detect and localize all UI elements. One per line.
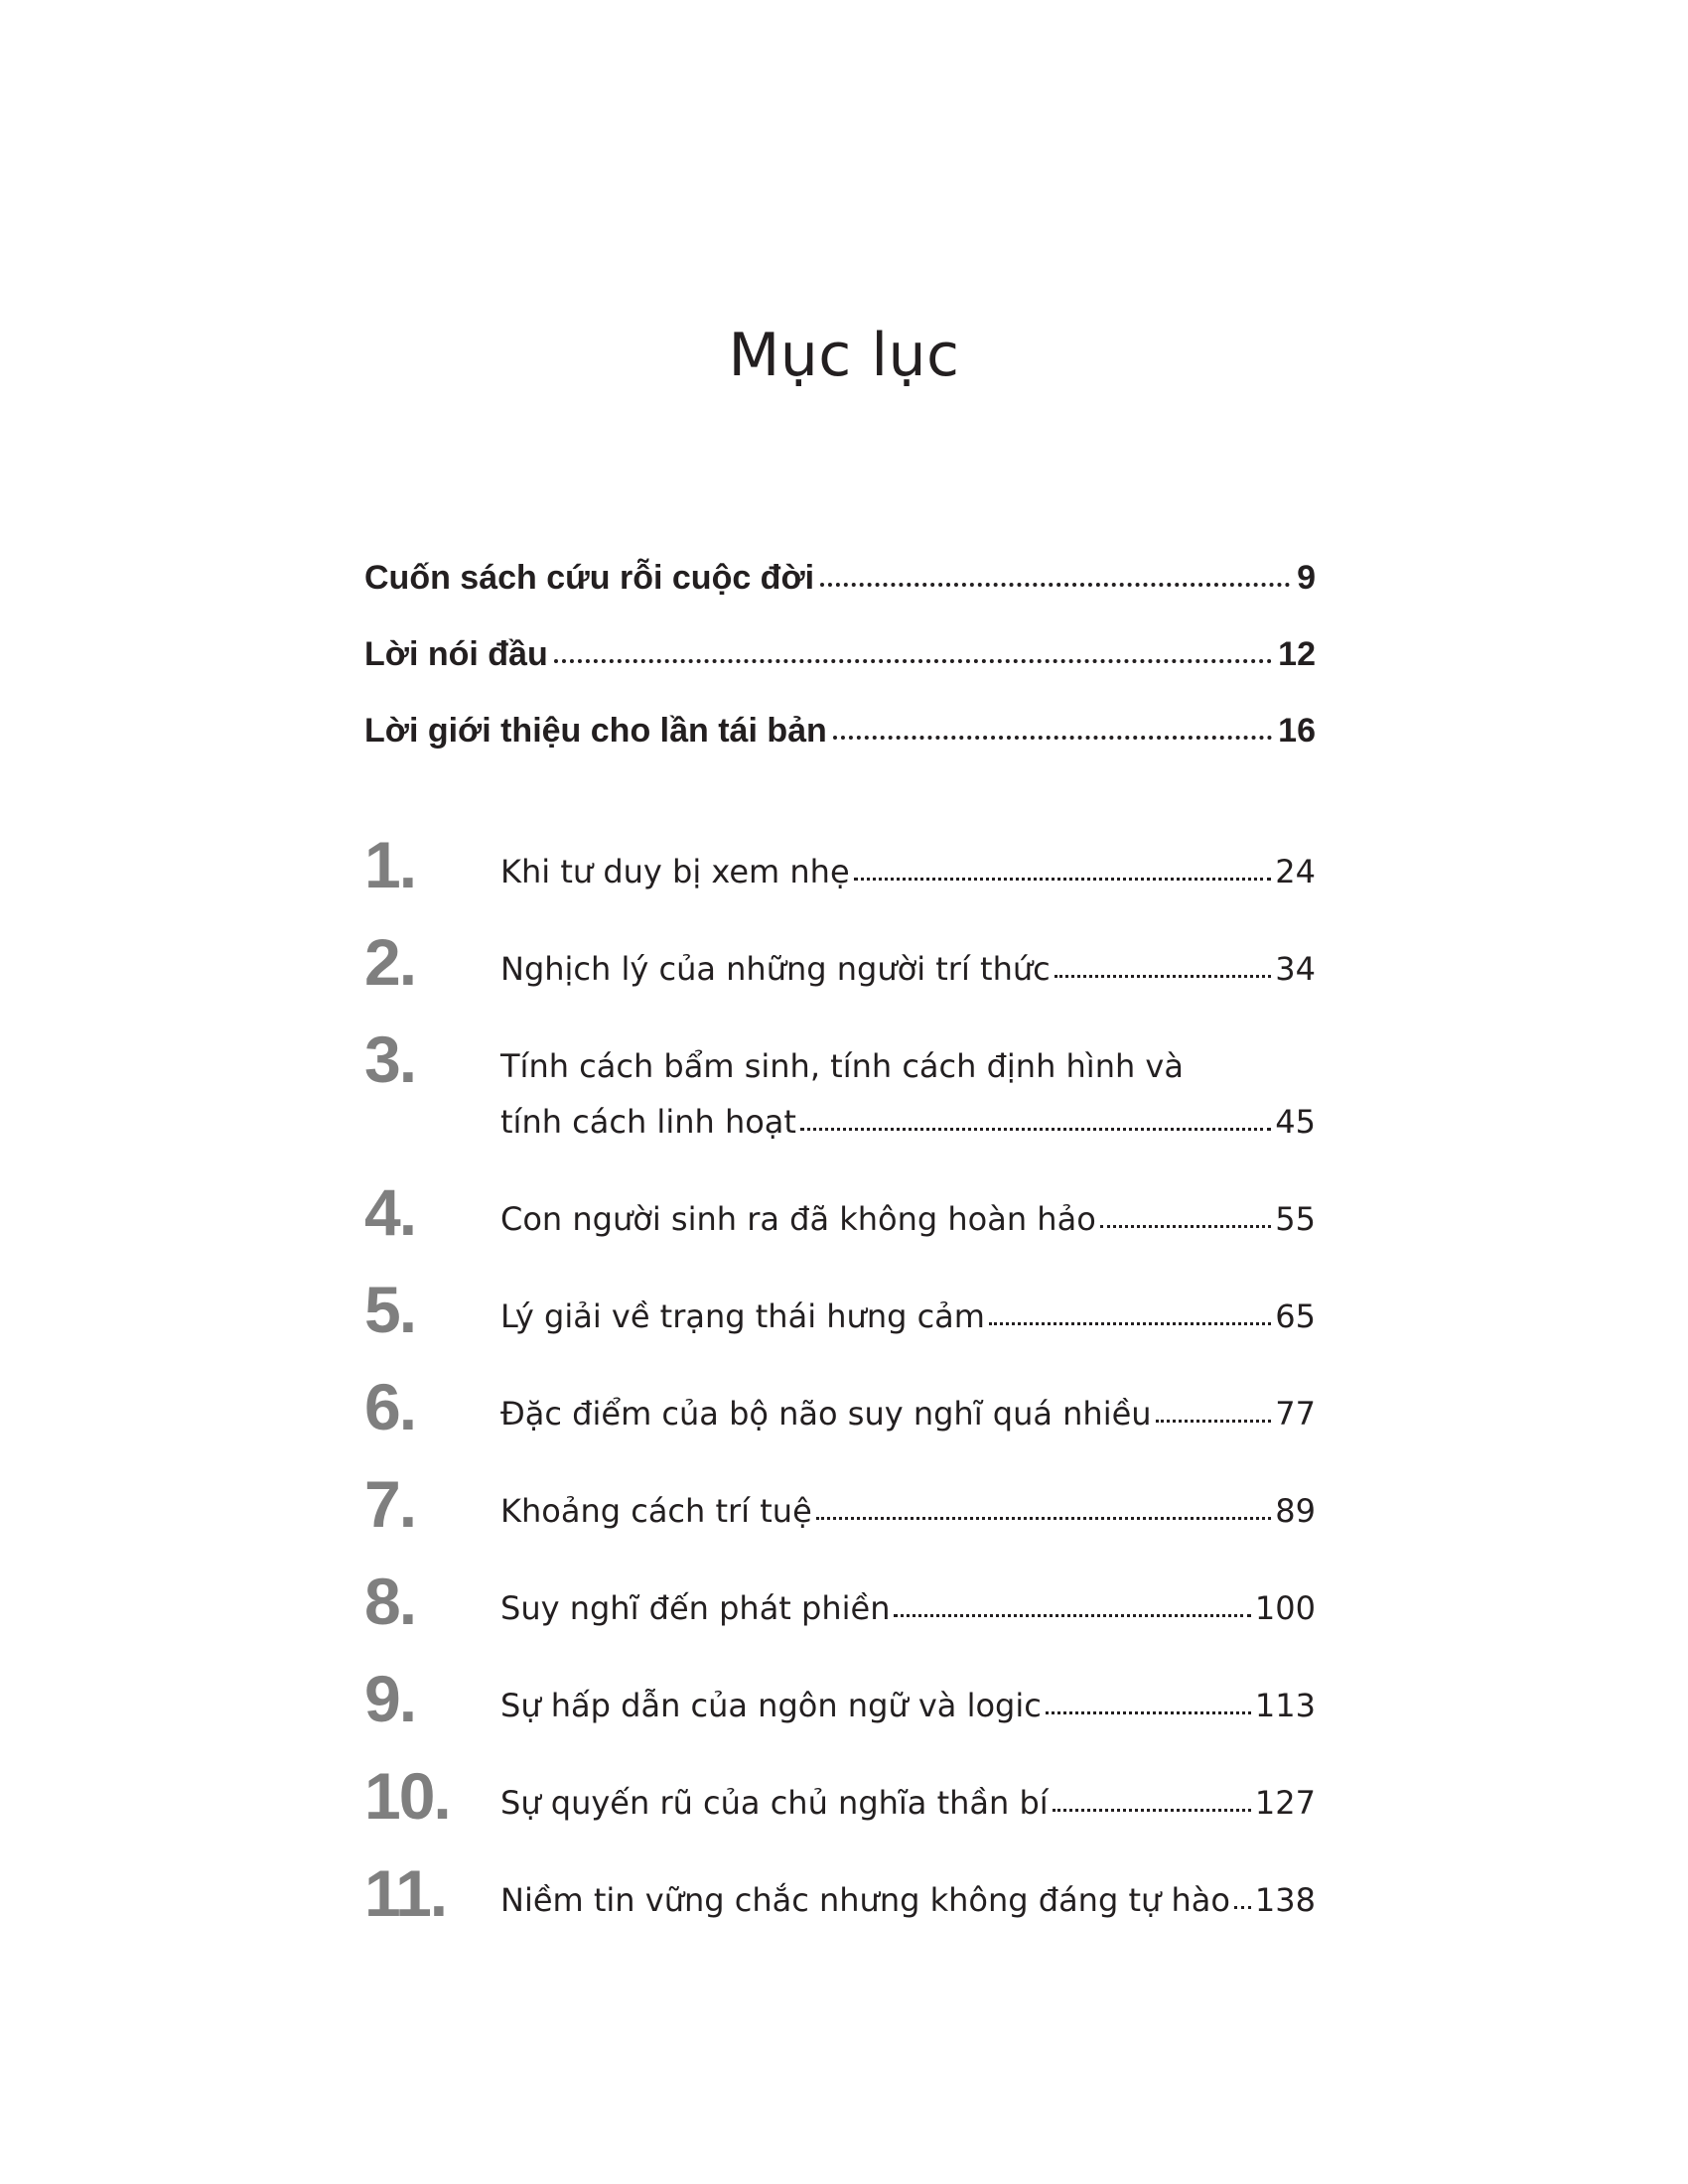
chapter-title-line: Tính cách bẩm sinh, tính cách định hình và xyxy=(500,1047,1184,1085)
dot-leader xyxy=(800,1126,1271,1131)
dot-leader xyxy=(854,876,1272,881)
chapter-number: 7. xyxy=(364,1467,416,1541)
page-number: 127 xyxy=(1254,1784,1316,1822)
chapter-number: 5. xyxy=(364,1273,416,1346)
dot-leader xyxy=(816,1515,1272,1520)
chapter-title: Khi tư duy bị xem nhẹ xyxy=(500,853,850,890)
chapter-entry[interactable] xyxy=(364,1175,1316,1249)
entry-title: Lời nói đầu xyxy=(364,635,548,673)
page-number: 89 xyxy=(1275,1492,1316,1530)
entry-title: Cuốn sách cứu rỗi cuộc đời xyxy=(364,559,815,597)
chapter-number: 2. xyxy=(364,925,416,999)
chapter-title: Sự quyến rũ của chủ nghĩa thần bí xyxy=(500,1784,1049,1822)
chapter-title: Lý giải về trạng thái hưng cảm xyxy=(500,1297,985,1335)
page-number: 138 xyxy=(1254,1881,1316,1919)
chapter-entry[interactable] xyxy=(364,1662,1316,1735)
chapter-entry[interactable] xyxy=(364,1759,1316,1833)
dot-leader xyxy=(833,734,1272,740)
chapter-title: Sự hấp dẫn của ngôn ngữ và logic xyxy=(500,1687,1042,1724)
toc-entry[interactable] xyxy=(364,632,1316,709)
chapter-title: Nghịch lý của những người trí thức xyxy=(500,950,1051,988)
chapter-number: 9. xyxy=(364,1662,416,1735)
dot-leader xyxy=(554,657,1272,663)
dot-leader xyxy=(1100,1223,1272,1228)
chapter-number: 6. xyxy=(364,1370,416,1443)
chapter-list xyxy=(364,828,1316,1970)
chapter-number: 10. xyxy=(364,1759,450,1833)
chapter-entry[interactable] xyxy=(364,1467,1316,1541)
page-number: 24 xyxy=(1275,853,1316,890)
dot-leader xyxy=(989,1320,1271,1325)
page-number: 16 xyxy=(1278,712,1316,750)
front-matter-list xyxy=(364,556,1316,785)
chapter-title: tính cách linh hoạt xyxy=(500,1103,796,1141)
chapter-number: 11. xyxy=(364,1856,447,1930)
page-number: 9 xyxy=(1297,559,1316,597)
chapter-number: 8. xyxy=(364,1565,416,1638)
chapter-title: Suy nghĩ đến phát phiền xyxy=(500,1589,891,1627)
dot-leader xyxy=(1046,1709,1251,1714)
dot-leader xyxy=(1234,1904,1251,1909)
chapter-entry[interactable] xyxy=(364,1856,1316,1930)
chapter-title: Khoảng cách trí tuệ xyxy=(500,1492,812,1530)
entry-title: Lời giới thiệu cho lần tái bản xyxy=(364,712,827,750)
chapter-title: Niềm tin vững chắc nhưng không đáng tự hào xyxy=(500,1881,1230,1919)
chapter-number: 4. xyxy=(364,1175,416,1249)
dot-leader xyxy=(1156,1418,1272,1423)
dot-leader xyxy=(894,1612,1250,1617)
toc-entry[interactable] xyxy=(364,709,1316,785)
chapter-entry[interactable] xyxy=(364,925,1316,999)
chapter-entry[interactable] xyxy=(364,1565,1316,1638)
page-number: 65 xyxy=(1275,1297,1316,1335)
page-number: 100 xyxy=(1254,1589,1316,1627)
dot-leader xyxy=(1055,973,1272,978)
page-number: 113 xyxy=(1254,1687,1316,1724)
toc-entry[interactable] xyxy=(364,556,1316,632)
chapter-entry[interactable] xyxy=(364,828,1316,901)
page-title: Mục lục xyxy=(728,321,960,390)
page-number: 77 xyxy=(1275,1395,1316,1433)
chapter-title: Đặc điểm của bộ não suy nghĩ quá nhiều xyxy=(500,1395,1152,1433)
dot-leader xyxy=(1053,1807,1251,1812)
chapter-number: 1. xyxy=(364,828,416,901)
chapter-number: 3. xyxy=(364,1023,416,1096)
chapter-entry[interactable] xyxy=(364,1370,1316,1443)
page-number: 34 xyxy=(1275,950,1316,988)
page-number: 45 xyxy=(1275,1103,1316,1141)
chapter-title: Con người sinh ra đã không hoàn hảo xyxy=(500,1200,1096,1238)
dot-leader xyxy=(820,581,1290,587)
chapter-entry[interactable] xyxy=(364,1023,1316,1150)
page-number: 55 xyxy=(1275,1200,1316,1238)
chapter-entry[interactable] xyxy=(364,1273,1316,1346)
page-number: 12 xyxy=(1278,635,1316,673)
